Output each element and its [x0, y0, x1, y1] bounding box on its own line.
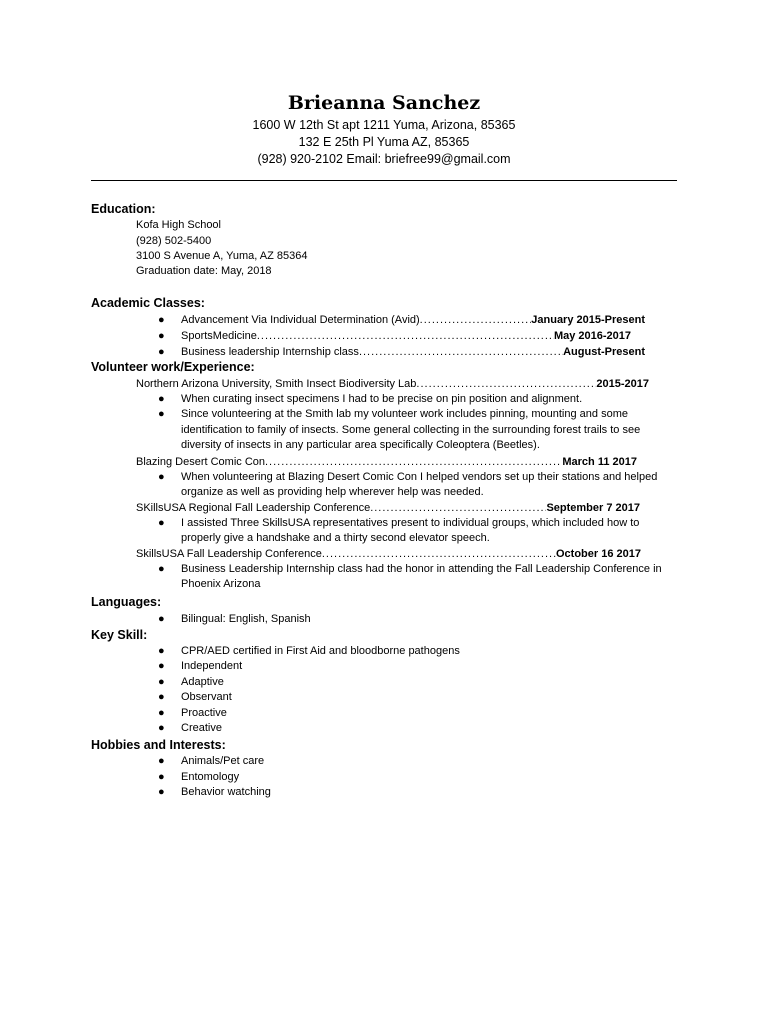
bullet-icon: ●	[158, 314, 165, 326]
leader-dots	[257, 329, 554, 344]
volunteer-entry-date: 2015-2017	[596, 378, 649, 390]
education-address: 3100 S Avenue A, Yuma, AZ 85364	[136, 250, 308, 262]
volunteer-entry-date: March 11 2017	[562, 456, 637, 468]
academic-item	[181, 345, 645, 360]
bullet-icon: ●	[158, 771, 165, 783]
leader-dots	[420, 313, 532, 328]
volunteer-entry	[136, 377, 649, 392]
bullet-icon: ●	[158, 408, 165, 420]
volunteer-bullet-text: Business Leadership Internship class had the honor in attending the Fall Leadership Conference in	[181, 563, 662, 575]
volunteer-entry	[136, 547, 641, 562]
volunteer-entry-title: Northern Arizona University, Smith Insect Biodiversity Lab	[136, 378, 417, 390]
hobbies-heading: Hobbies and Interests:	[91, 738, 226, 752]
volunteer-entry-date: September 7 2017	[546, 502, 640, 514]
education-phone: (928) 502-5400	[136, 235, 212, 247]
academic-item	[181, 313, 645, 328]
leader-dots	[416, 377, 596, 392]
bullet-icon: ●	[158, 707, 165, 719]
bullet-icon: ●	[158, 786, 165, 798]
skill-item: CPR/AED certified in First Aid and bloodborne pathogens	[181, 645, 460, 657]
hobby-item: Entomology	[181, 771, 240, 783]
hobby-item: Behavior watching	[181, 786, 271, 798]
skill-item: Adaptive	[181, 676, 224, 688]
academic-item	[181, 329, 631, 344]
leader-dots	[370, 501, 546, 516]
volunteer-bullet-text: When curating insect specimens I had to be precise on pin position and alignment.	[181, 393, 583, 405]
skill-item: Observant	[181, 691, 232, 703]
education-school: Kofa High School	[136, 219, 221, 231]
hobby-item: Animals/Pet care	[181, 755, 265, 767]
leader-dots	[322, 547, 556, 562]
address-line-2: 132 E 25th Pl Yuma AZ, 85365	[298, 135, 470, 149]
contact-line: (928) 920-2102 Email: briefree99@gmail.com	[257, 152, 511, 166]
academic-item-title: SportsMedicine	[181, 330, 257, 342]
volunteer-bullet-text: identification to family of insects. Some general collecting in the surrounding forest trails to see	[181, 424, 641, 436]
languages-heading: Languages:	[91, 595, 162, 609]
volunteer-bullet-text: Phoenix Arizona	[181, 578, 261, 590]
academic-item-title: Business leadership Internship class	[181, 346, 359, 358]
academic-item-title: Advancement Via Individual Determination (Avid)	[181, 314, 420, 326]
volunteer-bullet-text: I assisted Three SkillsUSA representatives present to individual groups, which included how to	[181, 517, 640, 529]
volunteer-bullet-text: organize as well as providing help wherever help was needed.	[181, 486, 484, 498]
academic-item-date: May 2016-2017	[553, 330, 631, 342]
bullet-icon: ●	[158, 676, 165, 688]
volunteer-bullet-text: When volunteering at Blazing Desert Comic Con I helped vendors set up their stations and helped	[181, 471, 658, 483]
bullet-icon: ●	[158, 645, 165, 657]
volunteer-entry	[136, 455, 637, 470]
bullet-icon: ●	[158, 393, 165, 405]
volunteer-bullet-text: Since volunteering at the Smith lab my volunteer work includes pinning, mounting and some	[181, 408, 628, 420]
skill-item: Creative	[181, 722, 222, 734]
address-line-1: 1600 W 12th St apt 1211 Yuma, Arizona, 85365	[252, 118, 516, 132]
resume-name: Brieanna Sanchez	[287, 92, 481, 114]
bullet-icon: ●	[158, 517, 165, 529]
leader-dots	[265, 455, 562, 470]
academic-item-date: August-Present	[563, 346, 645, 358]
academic-heading: Academic Classes:	[91, 296, 205, 310]
academic-item-date: January 2015-Present	[531, 314, 645, 326]
bullet-icon: ●	[158, 660, 165, 672]
bullet-icon: ●	[158, 755, 165, 767]
bullet-icon: ●	[158, 563, 165, 575]
education-heading: Education:	[91, 202, 156, 216]
header-divider	[91, 180, 677, 181]
volunteer-entry-title: Blazing Desert Comic Con	[136, 456, 265, 468]
bullet-icon: ●	[158, 613, 165, 625]
skill-item: Proactive	[181, 707, 227, 719]
volunteer-bullet-text: diversity of insects in any particular area specifically Coleoptera (Beetles).	[181, 439, 540, 451]
bullet-icon: ●	[158, 722, 165, 734]
volunteer-heading: Volunteer work/Experience:	[91, 360, 255, 374]
bullet-icon: ●	[158, 691, 165, 703]
skills-heading: Key Skill:	[91, 628, 148, 642]
volunteer-entry	[136, 501, 640, 516]
education-graduation: Graduation date: May, 2018	[136, 265, 272, 277]
leader-dots	[359, 345, 563, 360]
volunteer-entry-title: SKillsUSA Regional Fall Leadership Conference	[136, 502, 371, 514]
volunteer-entry-title: SkillsUSA Fall Leadership Conference	[136, 548, 322, 560]
skill-item: Independent	[181, 660, 243, 672]
volunteer-bullet-text: properly give a handshake and a thirty second elevator speech.	[181, 532, 490, 544]
language-item: Bilingual: English, Spanish	[181, 613, 311, 625]
bullet-icon: ●	[158, 330, 165, 342]
bullet-icon: ●	[158, 471, 165, 483]
volunteer-entry-date: October 16 2017	[556, 548, 641, 560]
bullet-icon: ●	[158, 346, 165, 358]
